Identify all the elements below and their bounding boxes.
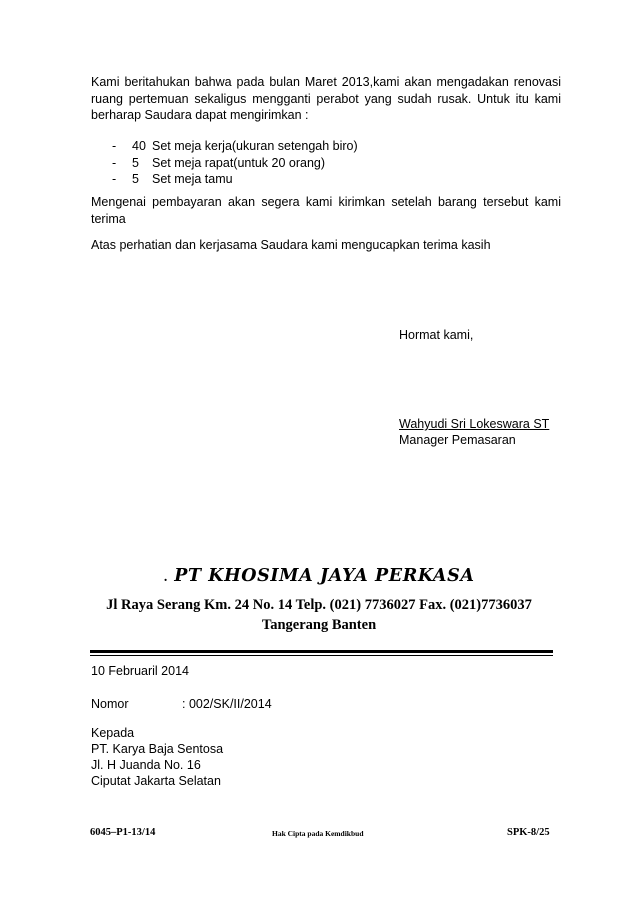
list-text: Set meja rapat(untuk 20 orang) [152, 155, 326, 170]
recipient-company: PT. Karya Baja Sentosa [91, 742, 224, 756]
header-rule-thin [90, 655, 553, 656]
thanks-paragraph [91, 237, 561, 254]
company-city: Tangerang Banten [261, 617, 377, 633]
list-dash: - [112, 172, 117, 186]
footer-page: SPK-8/25 [507, 827, 550, 838]
list-qty: 40 [132, 139, 146, 153]
kepada-label: Kepada [91, 726, 135, 740]
recipient-street: Jl. H Juanda No. 16 [91, 758, 201, 772]
list-dash: - [112, 139, 117, 153]
list-qty: 5 [132, 172, 139, 186]
list-dash: - [112, 155, 117, 170]
intro-paragraph [91, 74, 561, 124]
signer-title: Manager Pemasaran [399, 433, 516, 447]
list-item [112, 138, 358, 155]
list-text: Set meja tamu [152, 172, 233, 186]
thanks-text: Atas perhatian dan kerjasama Saudara kami mengucapkan terima kasih [91, 238, 491, 252]
payment-paragraph [91, 194, 561, 227]
signer-name: Wahyudi Sri Lokeswara ST [399, 417, 550, 431]
company-name [0, 566, 638, 586]
company-bullet: . [163, 570, 169, 584]
list-text: Set meja kerja(ukuran setengah biro) [152, 139, 358, 153]
recipient-city: Ciputat Jakarta Selatan [91, 774, 221, 788]
letter-date: 10 Februaril 2014 [91, 664, 189, 678]
nomor-label: Nomor [91, 697, 129, 711]
list-qty: 5 [132, 155, 139, 170]
header-rule [90, 650, 553, 653]
footer-copyright: Hak Cipta pada Kemdikbud [272, 829, 364, 838]
item-list [112, 138, 358, 188]
list-item [112, 171, 358, 188]
company-name-text: PT KHOSIMA JAYA PERKASA [174, 566, 475, 586]
closing-text: Hormat kami, [399, 328, 474, 342]
intro-text: Kami beritahukan bahwa pada bulan Maret 2013,kami akan mengadakan renovasi ruang pertemuan sekaligus mengganti perabot yang sudah rusak. Untuk itu kami berharap Saudara dapat mengirimkan : [91, 75, 561, 122]
footer-code: 6045–P1-13/14 [90, 827, 156, 838]
payment-text: Mengenai pembayaran akan segera kami kirimkan setelah barang tersebut kami terima [91, 195, 561, 226]
nomor-value: : 002/SK/II/2014 [182, 697, 272, 711]
company-address: Jl Raya Serang Km. 24 No. 14 Telp. (021) 7736027 Fax. (021)7736037 [106, 597, 532, 613]
list-item [112, 155, 358, 172]
